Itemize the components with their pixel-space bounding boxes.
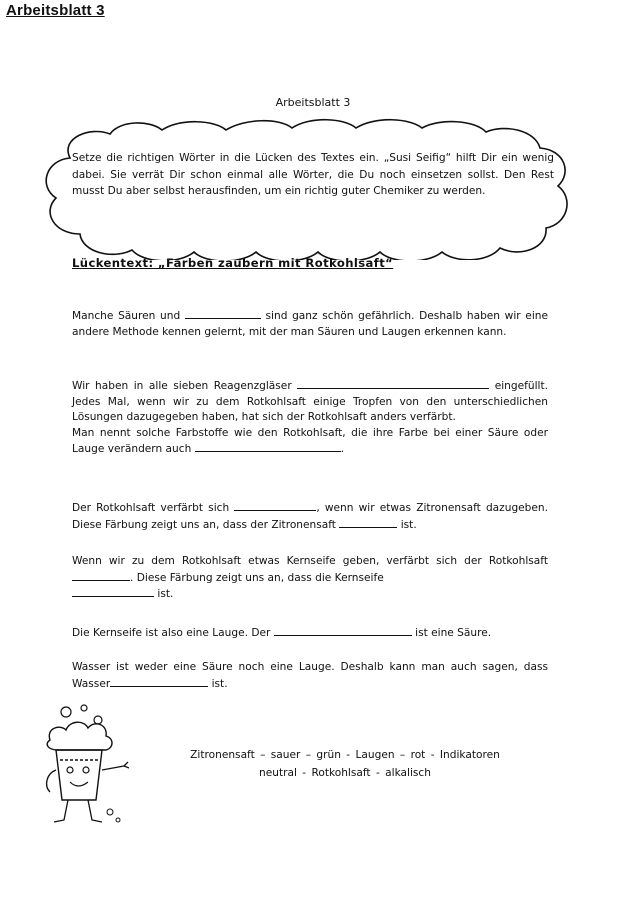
gap-blank-5[interactable]	[339, 517, 397, 528]
paragraph-6	[72, 660, 548, 692]
word-bank-line-1: Zitronensaft – sauer – grün - Laugen – rot - Indikatoren	[190, 749, 500, 761]
para-text: Die Kernseife ist also eine Lauge. Der	[72, 627, 271, 639]
para-text: ist eine Säure.	[415, 627, 492, 639]
para-text: Wir haben in alle sieben Reagenzgläser	[72, 380, 292, 392]
paragraph-4	[72, 554, 548, 603]
para-text: sind ganz schön gefährlich. Deshalb haben wir eine andere Methode kennen gelernt, mit der man Säuren und Laugen erkennen kann.	[72, 310, 549, 338]
gap-blank-4[interactable]	[234, 500, 316, 511]
sheet-title: Arbeitsblatt 3	[275, 96, 351, 109]
para-text: , wenn wir etwas Zitronensaft dazugeben. Diese Färbung zeigt uns an, dass der Zitronensaft	[72, 502, 549, 531]
paragraph-1	[72, 308, 548, 340]
gap-blank-6[interactable]	[72, 570, 130, 581]
paragraph-2	[72, 378, 548, 458]
paragraph-3	[72, 500, 548, 533]
gap-blank-7[interactable]	[72, 586, 154, 597]
para-text: .	[340, 443, 345, 455]
para-text: Wasser ist weder eine Säure noch eine Lauge. Deshalb kann man auch sagen, dass Wasser	[72, 661, 548, 690]
word-bank-line-2: neutral - Rotkohlsaft - alkalisch	[259, 767, 431, 779]
para-text: . Diese Färbung zeigt uns an, dass die Kernseife	[130, 571, 384, 584]
para-text: Der Rotkohlsaft verfärbt sich	[72, 502, 230, 514]
gap-blank-8[interactable]	[274, 625, 412, 636]
para-text: ist.	[400, 518, 417, 531]
para-text: Man nennt solche Farbstoffe wie den Rotkohlsaft, die ihre Farbe bei einer Säure oder Lauge verändern auch	[72, 426, 548, 455]
para-text: ist.	[157, 588, 174, 600]
soap-character-illustration	[40, 700, 132, 830]
gap-text-title: Lückentext: „Farben zaubern mit Rotkohlsaft“	[72, 256, 394, 270]
para-text: eingefüllt. Jedes Mal, wenn wir zu dem Rotkohlsaft einige Tropfen von den unterschiedlichen Lösungen dazugegeben haben, hat sich der Rotkohlsaft anders verfärbt.	[72, 380, 548, 423]
word-bank	[140, 746, 550, 782]
gap-blank-2[interactable]	[297, 378, 489, 389]
para-text: ist.	[211, 677, 228, 690]
para-text: Wenn wir zu dem Rotkohlsaft etwas Kernseife geben, verfärbt sich der Rotkohlsaft	[72, 555, 548, 567]
gap-blank-3[interactable]	[195, 441, 341, 452]
intro-text: Setze die richtigen Wörter in die Lücken des Textes ein. „Susi Seifig“ hilft Dir ein wenig dabei. Sie verrät Dir schon einmal alle Wörter, die Du noch einsetzen sollst. Den Rest musst Du aber selbst herausfinden, um ein richtig guter Chemiker zu werden.	[72, 152, 554, 197]
paragraph-5	[72, 625, 548, 642]
gap-blank-9[interactable]	[110, 676, 208, 687]
worksheet-header-title: Arbeitsblatt 3	[6, 2, 105, 19]
gap-blank-1[interactable]	[185, 308, 261, 319]
para-text: Manche Säuren und	[72, 310, 181, 322]
